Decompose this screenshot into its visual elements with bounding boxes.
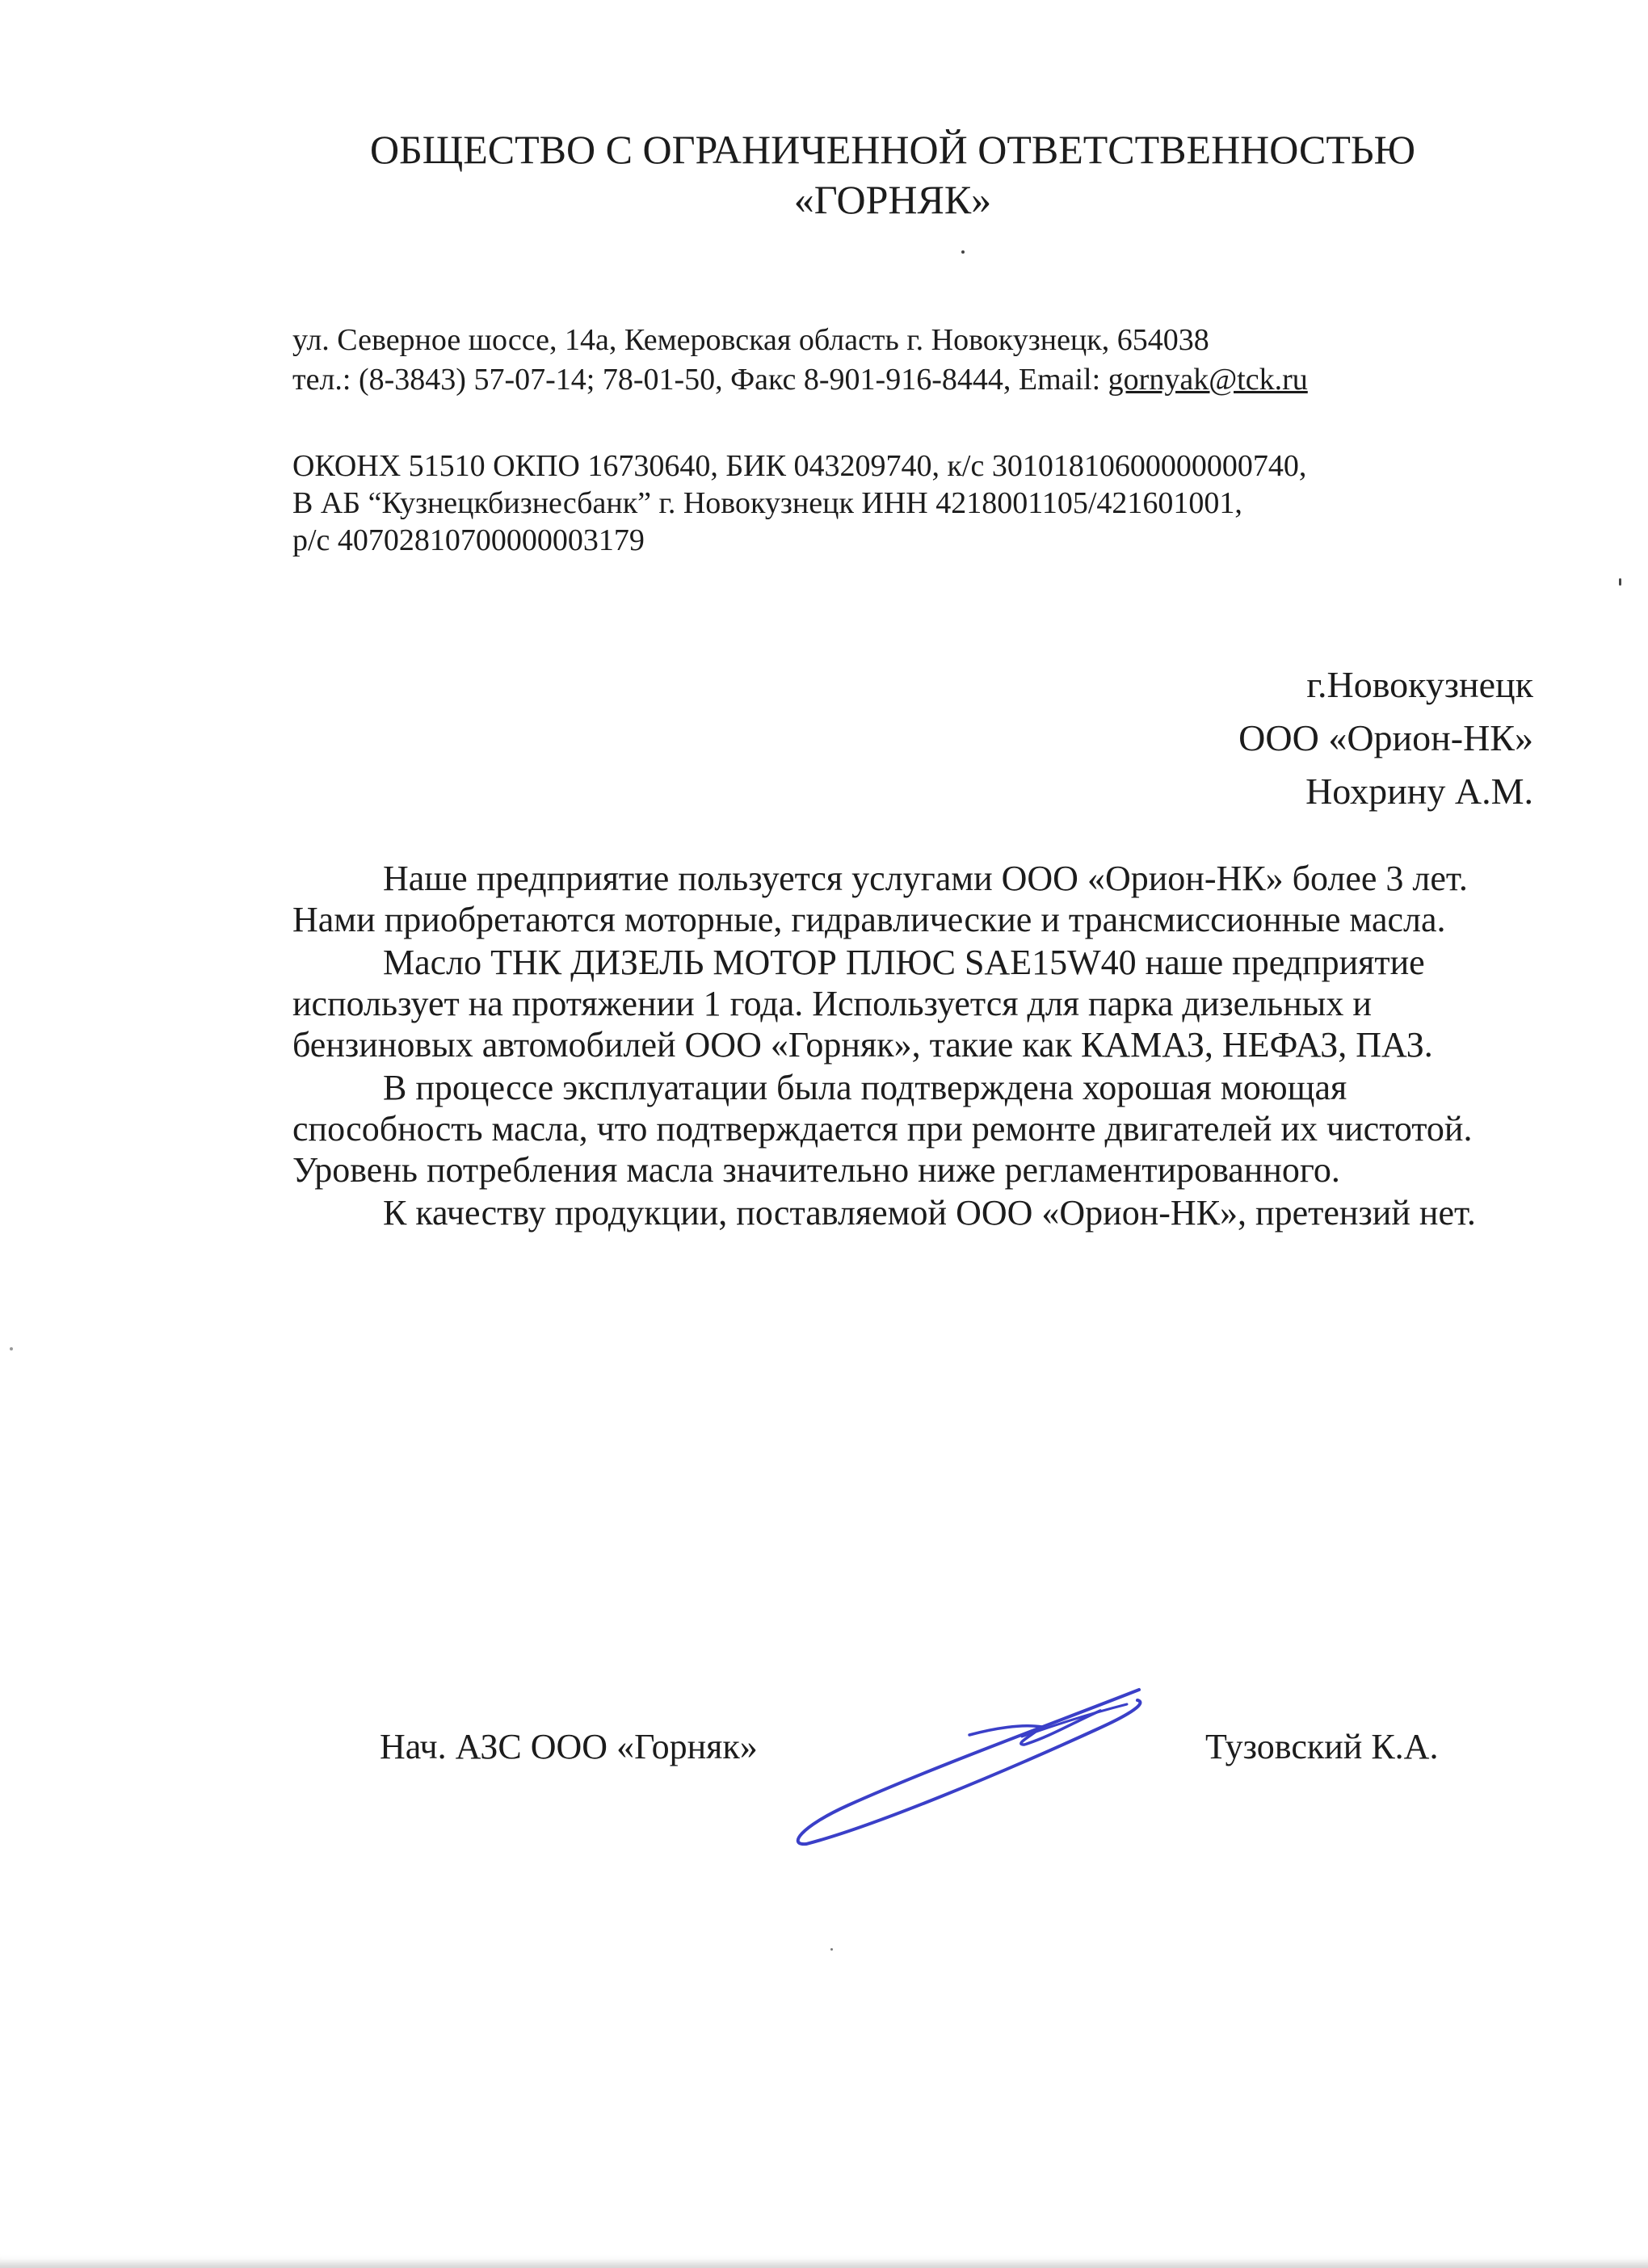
body-paragraph: К качеству продукции, поставляемой ООО «Орион-НК», претензий нет. [383, 1193, 1476, 1233]
signatory-position: Нач. АЗС ООО «Горняк» [380, 1727, 758, 1766]
addressee-person: Нохрину А.М. [1305, 771, 1533, 812]
bank-details-line-3: р/с 40702810700000003179 [292, 523, 645, 557]
organization-name: ОБЩЕСТВО С ОГРАНИЧЕННОЙ ОТВЕТСТВЕННОСТЬЮ [369, 127, 1416, 172]
signature-stroke [798, 1690, 1141, 1844]
bank-details-line-2: В АБ “Кузнецкбизнесбанк” г. Новокузнецк ИНН 4218001105/421601001, [292, 486, 1242, 520]
addressee-company: ООО «Орион-НК» [1238, 717, 1533, 758]
scan-speck [961, 250, 965, 254]
contacts-line [292, 361, 1308, 398]
signature-stroke [1022, 1704, 1127, 1737]
scan-speck [10, 1347, 13, 1350]
email-link[interactable]: gornyak@tck.ru [1108, 363, 1308, 397]
body-paragraph: Масло ТНК ДИЗЕЛЬ МОТОР ПЛЮС SAE15W40 наше предприятие использует на протяжении 1 года. Используется для парка дизельных и бензиновых автомобилей ООО «Горняк», такие как КАМАЗ, НЕФАЗ, ПАЗ. [292, 943, 1433, 1065]
body-paragraph: Наше предприятие пользуется услугами ООО «Орион-НК» более 3 лет. Нами приобретаются моторные, гидравлические и трансмиссионные масла. [292, 859, 1468, 939]
scan-speck [1619, 578, 1621, 586]
addressee-city: г.Новокузнецк [1306, 664, 1533, 705]
signature-stroke [969, 1711, 1100, 1745]
letter-body [292, 858, 1520, 1233]
scan-speck [830, 1948, 833, 1951]
phones-text: тел.: (8-3843) 57-07-14; 78-01-50, Факс 8-901-916-8444, Email: [292, 363, 1108, 397]
body-paragraph: В процессе эксплуатации была подтверждена хорошая моющая способность масла, что подтверждается при ремонте двигателей их чистотой. Уровень потребления масла значительно ниже регламентированного. [292, 1068, 1473, 1190]
signatory-name: Тузовский К.А. [1205, 1727, 1439, 1766]
bank-details-line-1: ОКОНХ 51510 ОКПО 16730640, БИК 043209740, к/с 30101810600000000740, [292, 449, 1307, 483]
organization-short-name: «ГОРНЯК» [793, 177, 992, 222]
address-line: ул. Северное шоссе, 14а, Кемеровская область г. Новокузнецк, 654038 [292, 323, 1209, 357]
